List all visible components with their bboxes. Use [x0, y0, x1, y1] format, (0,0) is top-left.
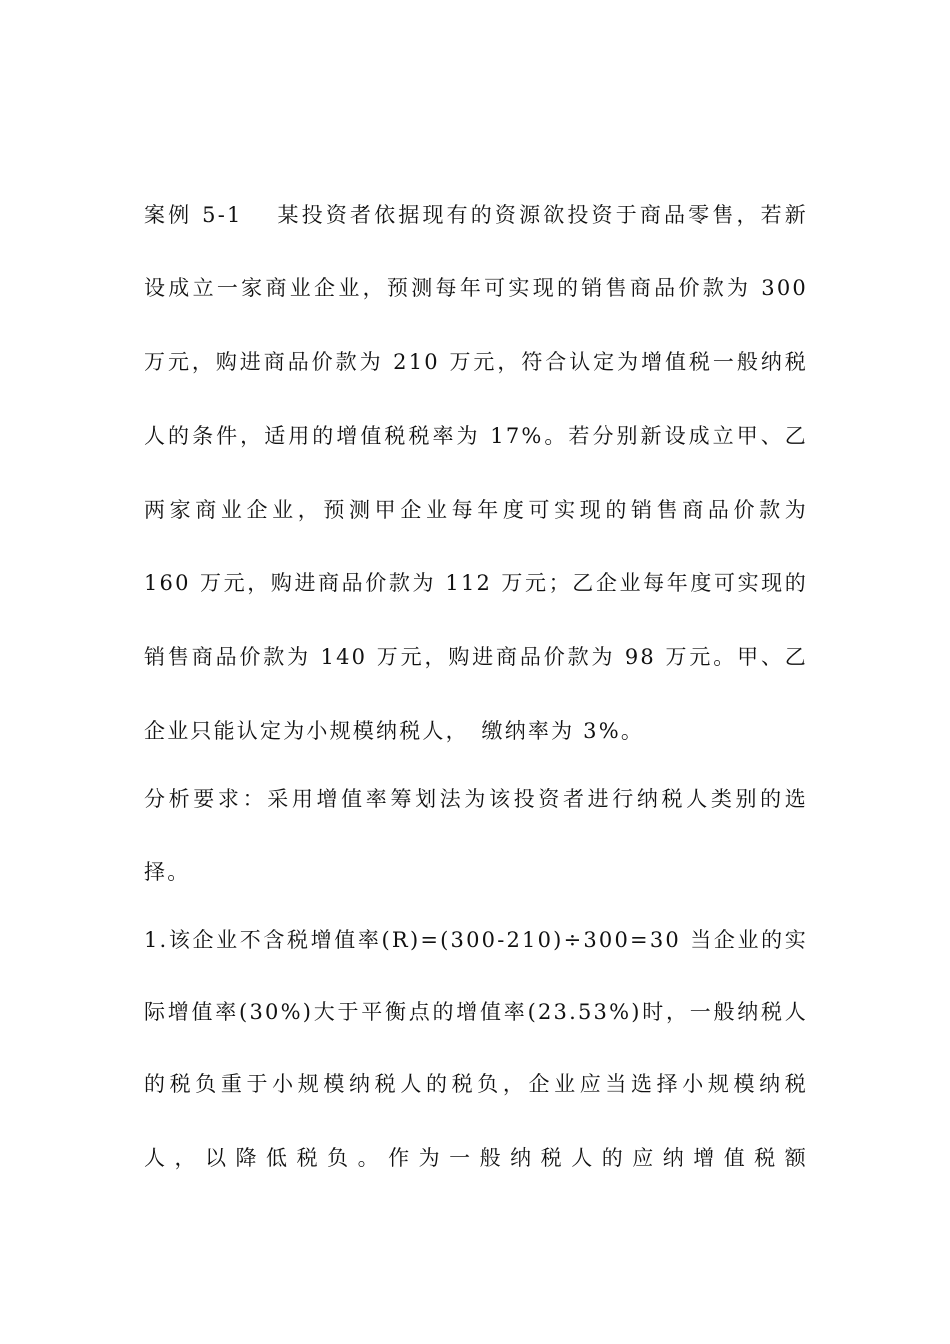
text-line: 两家商业企业，预测甲企业每年度可实现的销售商品价款为: [144, 498, 808, 522]
text-line: 企业只能认定为小规模纳税人， 缴纳率为 3%。: [144, 719, 645, 743]
text-line: 1.该企业不含税增值率(R)=(300-210)÷300=30 当企业的实: [144, 928, 808, 952]
text-line: 160 万元，购进商品价款为 112 万元；乙企业每年度可实现的: [144, 571, 808, 595]
text-line: 人的条件，适用的增值税税率为 17%。若分别新设成立甲、乙: [144, 424, 808, 448]
text-line: 际增值率(30%)大于平衡点的增值率(23.53%)时，一般纳税人: [144, 1000, 808, 1024]
text-line: 设成立一家商业企业，预测每年可实现的销售商品价款为 300: [144, 276, 808, 300]
text-line: 择。: [144, 860, 191, 884]
text-line: 分析要求：采用增值率筹划法为该投资者进行纳税人类别的选: [144, 787, 808, 811]
text-line: 销售商品价款为 140 万元，购进商品价款为 98 万元。甲、乙: [144, 645, 808, 669]
text-line: 万元，购进商品价款为 210 万元，符合认定为增值税一般纳税: [144, 350, 808, 374]
text-line: 的税负重于小规模纳税人的税负，企业应当选择小规模纳税: [144, 1072, 808, 1096]
text-line: 案例 5-1 某投资者依据现有的资源欲投资于商品零售，若新: [144, 203, 808, 227]
text-line: 人，以降低税负。作为一般纳税人的应纳增值税额: [144, 1146, 808, 1170]
